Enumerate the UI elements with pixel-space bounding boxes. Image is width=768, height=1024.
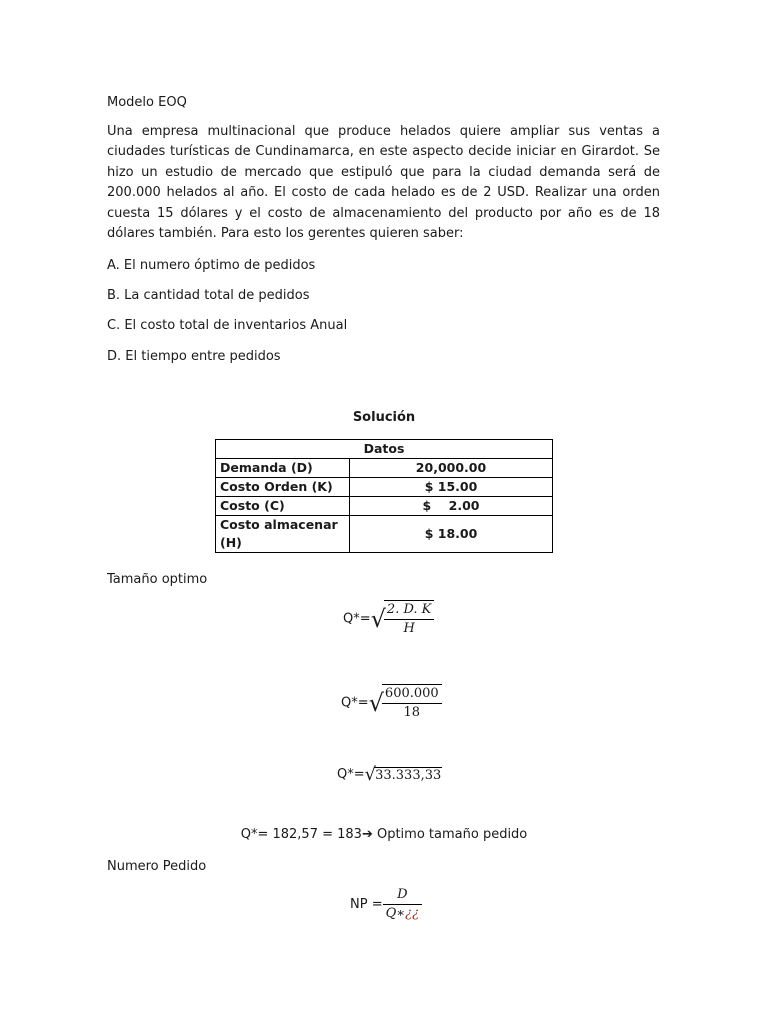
problem-statement: Una empresa multinacional que produce helados quiere ampliar sus ventas a ciudades turísticas de Cundinamarca, en este aspecto decide iniciar en Girardot. Se hizo un estudio de mercado que estipuló que para la ciudad demanda será de 200.000 helados al año. El costo de cada helado es de 2 USD. Realizar una orden cuesta 15 dólares y el costo de almacenamiento del producto por año es de 18 dólares también. Para esto los gerentes quieren saber: xyxy=(107,124,660,242)
solution-heading: Solución xyxy=(352,410,416,425)
section-numero-pedido: Numero Pedido xyxy=(107,859,207,874)
formula-denominator: Q∗ xyxy=(385,906,406,921)
question-c: C. El costo total de inventarios Anual xyxy=(107,318,348,333)
row-value: 20,000.00 xyxy=(350,459,553,478)
result-tail: Optimo tamaño pedido xyxy=(372,827,528,842)
formula-substituted xyxy=(341,684,442,722)
formula-simplified xyxy=(337,764,442,785)
row-label: Demanda (D) xyxy=(216,459,350,478)
table-header: Datos xyxy=(216,440,553,459)
formula-lhs: Q*= xyxy=(341,695,369,711)
formula-denominator: H xyxy=(403,621,415,636)
formula-numerator: D xyxy=(383,886,422,905)
table-row xyxy=(216,478,553,497)
row-value: $ 18.00 xyxy=(350,516,553,553)
question-d: D. El tiempo entre pedidos xyxy=(107,349,281,364)
formula-eoq xyxy=(343,600,434,638)
sqrt-icon: √ xyxy=(364,764,377,785)
document-title: Modelo EOQ xyxy=(107,95,187,110)
table-row xyxy=(216,516,553,553)
sqrt-icon: √ xyxy=(368,689,384,717)
result-text: Q*= 182,57 = 183 xyxy=(240,827,362,842)
formula-radicand: 33.333,33 xyxy=(375,767,442,783)
data-table xyxy=(215,439,553,553)
question-a: A. El numero óptimo de pedidos xyxy=(107,258,316,273)
question-b: B. La cantidad total de pedidos xyxy=(107,288,310,303)
arrow-right-icon: ➔ xyxy=(361,827,373,842)
row-label: Costo almacenar (H) xyxy=(216,516,350,553)
formula-numerator: 600.000 xyxy=(382,685,442,704)
result-line xyxy=(0,827,768,842)
row-value: $ 2.00 xyxy=(350,497,553,516)
section-tamano-optimo: Tamaño optimo xyxy=(107,572,208,587)
table-row xyxy=(216,497,553,516)
row-label: Costo Orden (K) xyxy=(216,478,350,497)
formula-denominator: 18 xyxy=(403,705,421,720)
sqrt-icon: √ xyxy=(370,605,386,633)
table-row xyxy=(216,459,553,478)
formula-lhs: NP = xyxy=(350,897,383,912)
row-label: Costo (C) xyxy=(216,497,350,516)
formula-lhs: Q*= xyxy=(337,767,365,782)
formula-denominator-extra: ¿¿ xyxy=(405,906,420,921)
formula-numero-pedido xyxy=(350,886,422,923)
formula-numerator: 2. D. K xyxy=(384,601,434,620)
formula-lhs: Q*= xyxy=(343,611,371,627)
row-value: $ 15.00 xyxy=(350,478,553,497)
